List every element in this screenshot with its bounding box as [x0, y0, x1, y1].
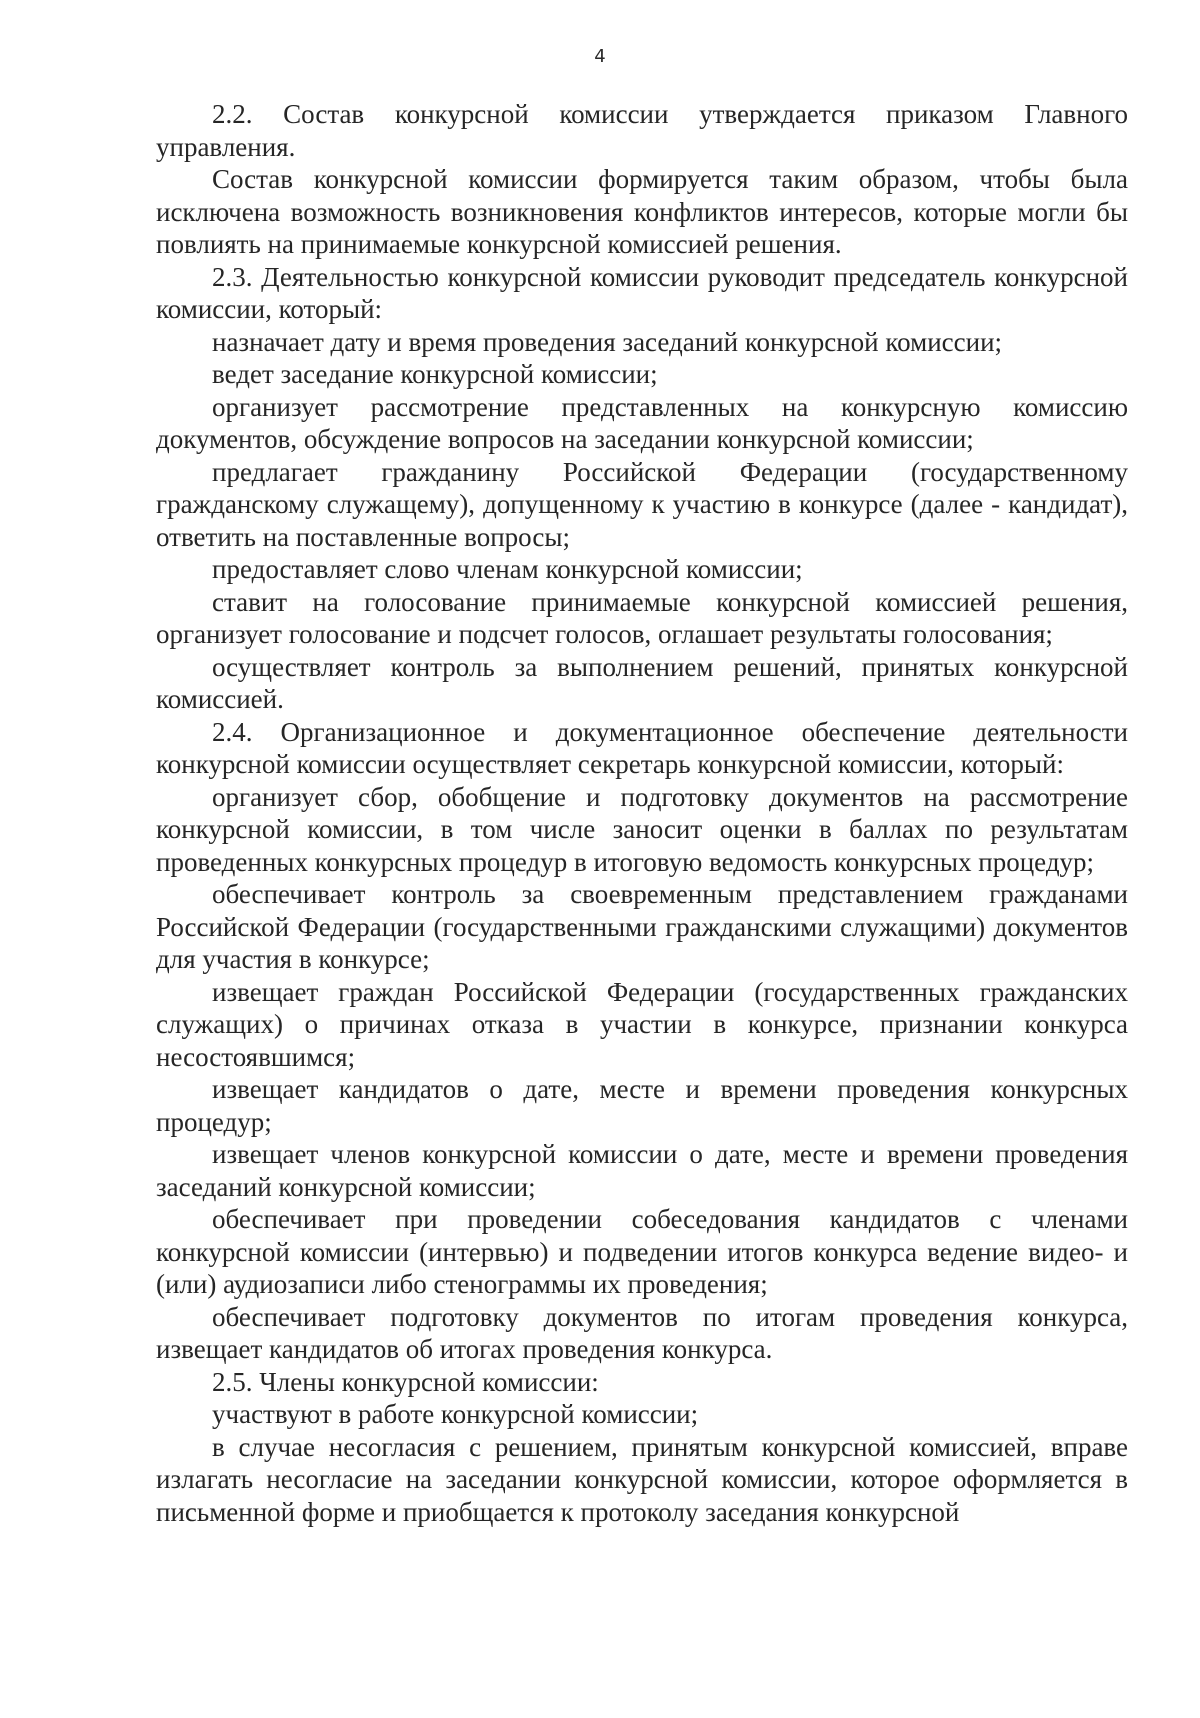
paragraph: осуществляет контроль за выполнением решений, принятых конкурсной комиссией.	[156, 651, 1128, 714]
paragraph: ведет заседание конкурсной комиссии;	[212, 359, 658, 389]
paragraph: обеспечивает контроль за своевременным представлением гражданами Российской Федерации (государственными гражданскими служащими) документов для участия в конкурсе;	[156, 879, 1128, 974]
paragraph: организует сбор, обобщение и подготовку документов на рассмотрение конкурсной комиссии, в том числе заносит оценки в баллах по результатам проведенных конкурсных процедур в итоговую ведомость конкурсных процедур;	[156, 781, 1128, 877]
paragraph: 2.4. Организационное и документационное обеспечение деятельности конкурсной комиссии осуществляет секретарь конкурсной комиссии, который:	[156, 716, 1128, 779]
paragraph: в случае несогласия с решением, принятым конкурсной комиссией, вправе излагать несогласие на заседании конкурсной комиссии, которое оформляется в письменной форме и приобщается к протоколу заседания конкурсной	[156, 1431, 1128, 1527]
paragraph: Состав конкурсной комиссии формируется таким образом, чтобы была исключена возможность возникновения конфликтов интересов, которые могли бы повлиять на принимаемые конкурсной комиссией решения.	[156, 164, 1128, 259]
paragraph: предоставляет слово членам конкурсной комиссии;	[212, 554, 803, 584]
paragraph: предлагает гражданину Российской Федерации (государственному гражданскому служащему), допущенному к участию в конкурсе (далее - кандидат), ответить на поставленные вопросы;	[156, 456, 1128, 552]
paragraph: 2.3. Деятельностью конкурсной комиссии руководит председатель конкурсной комиссии, который:	[156, 261, 1128, 324]
paragraph: извещает кандидатов о дате, месте и времени проведения конкурсных процедур;	[156, 1074, 1128, 1137]
paragraph: извещает граждан Российской Федерации (государственных гражданских служащих) о причинах отказа в участии в конкурсе, признании конкурса несостоявшимся;	[156, 976, 1128, 1072]
paragraph: извещает членов конкурсной комиссии о дате, месте и времени проведения заседаний конкурсной комиссии;	[156, 1139, 1128, 1202]
document-body	[156, 98, 1128, 1528]
paragraph: организует рассмотрение представленных на конкурсную комиссию документов, обсуждение вопросов на заседании конкурсной комиссии;	[156, 391, 1128, 454]
paragraph: обеспечивает подготовку документов по итогам проведения конкурса, извещает кандидатов об итогах проведения конкурса.	[156, 1301, 1128, 1364]
paragraph: 2.5. Члены конкурсной комиссии:	[212, 1366, 599, 1397]
paragraph: назначает дату и время проведения заседаний конкурсной комиссии;	[212, 326, 1003, 357]
paragraph: 2.2. Состав конкурсной комиссии утверждается приказом Главного управления.	[156, 99, 1128, 162]
paragraph: участвуют в работе конкурсной комиссии;	[212, 1399, 699, 1429]
paragraph: ставит на голосование принимаемые конкурсной комиссией решения, организует голосование и подсчет голосов, оглашает результаты голосования;	[156, 586, 1128, 649]
page-number: 4	[594, 46, 606, 67]
paragraph: обеспечивает при проведении собеседования кандидатов с членами конкурсной комиссии (интервью) и подведении итогов конкурса ведение видео- и (или) аудиозаписи либо стенограммы их проведения;	[156, 1204, 1128, 1299]
